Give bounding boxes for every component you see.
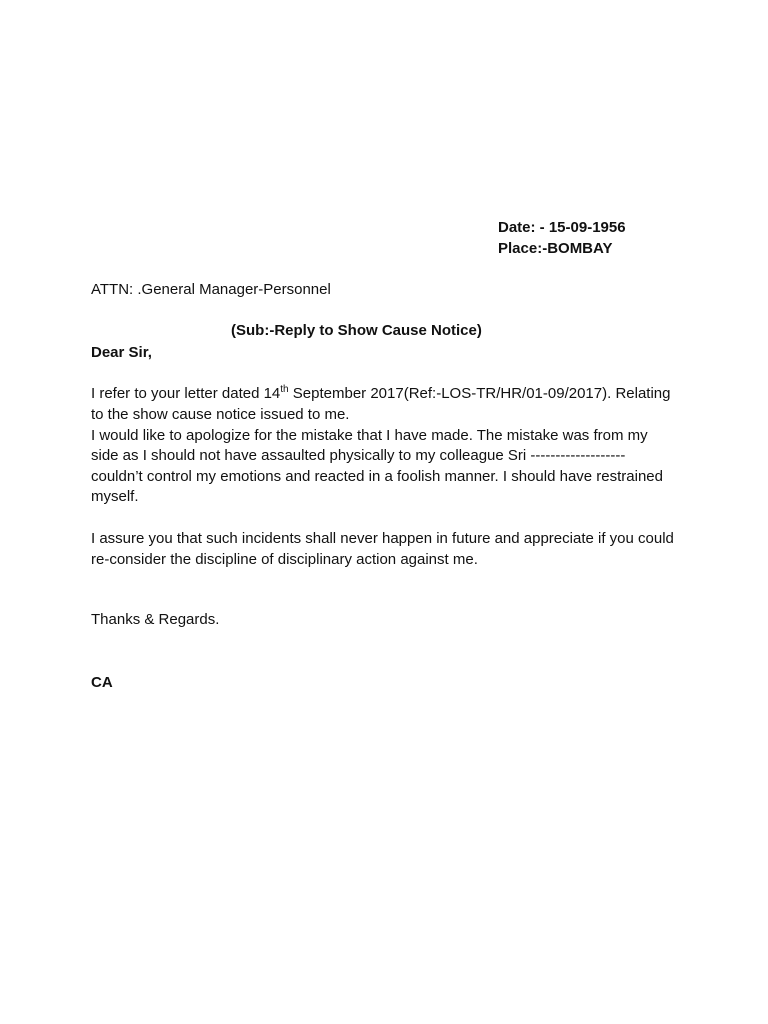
place-line: Place:-BOMBAY [498,240,613,257]
para1-line6: myself. [91,488,139,505]
para1-line5: couldn’t control my emotions and reacted in a foolish manner. I should have restrained [91,468,663,485]
closing: Thanks & Regards. [91,611,220,628]
para1-line3: I would like to apologize for the mistake that I have made. The mistake was from my [91,427,648,444]
para1-line1-after: September 2017(Ref:-LOS-TR/HR/01-09/2017). Relating [288,385,671,402]
attn-line: ATTN: .General Manager-Personnel [91,281,331,298]
para1-line4: side as I should not have assaulted physically to my colleague Sri ------------------- [91,447,626,464]
salutation: Dear Sir, [91,344,152,361]
para1-line1 [91,383,670,404]
ordinal-suffix: th [280,384,289,395]
subject-line: (Sub:-Reply to Show Cause Notice) [231,322,482,339]
para2-line2: re-consider the discipline of disciplinary action against me. [91,551,478,568]
signature: CA [91,674,113,691]
para1-line2: to the show cause notice issued to me. [91,406,350,423]
para2-line1: I assure you that such incidents shall never happen in future and appreciate if you could [91,530,674,547]
date-line: Date: - 15-09-1956 [498,219,626,236]
para1-line1-before: I refer to your letter dated 14 [91,385,281,402]
